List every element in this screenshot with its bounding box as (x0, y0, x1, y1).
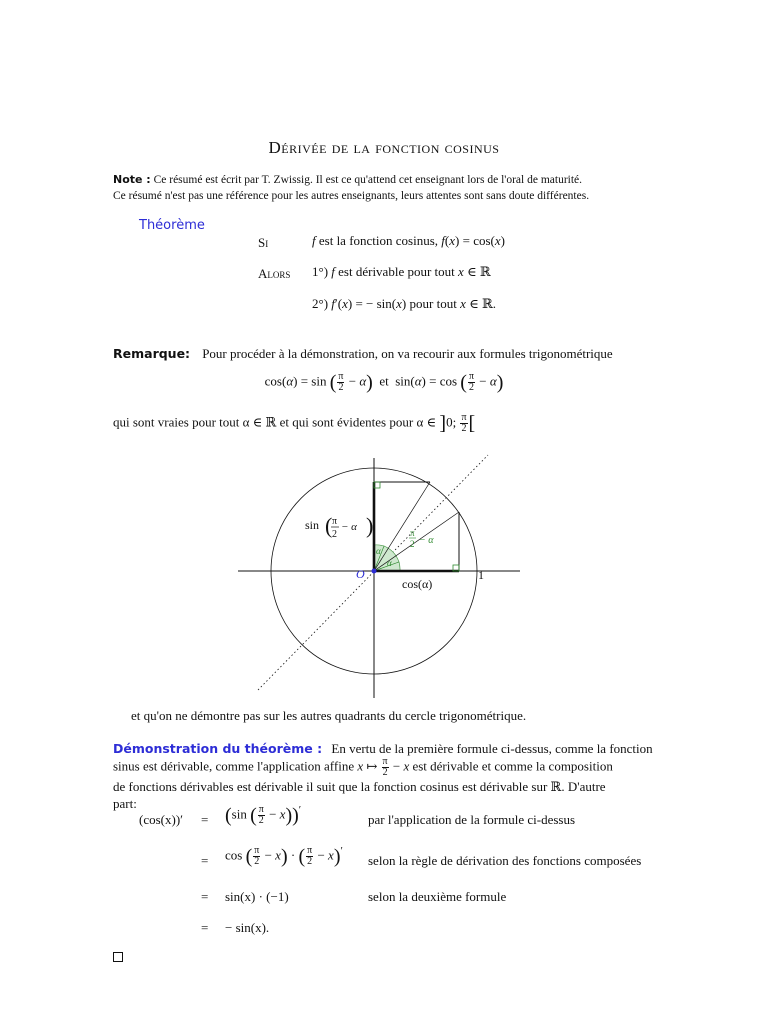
eq-reason-3: selon la deuxième formule (368, 889, 507, 904)
theorem-si-line: f est la fonction cosinus, f(x) = cos(x) (312, 233, 505, 248)
sin-paren-right: ) (366, 513, 374, 538)
radius-complement (374, 482, 430, 571)
sin-minus-alpha: − α (341, 521, 357, 533)
eq-row-2-expr: cos ( $\frac{\pi}{2}$ − x) · ( $\frac{\pi}{2}$ − x)′ (225, 844, 343, 868)
theorem-alors: Alors (258, 266, 291, 281)
theorem-alors-line-2: 2°) f′(x) = − sin(x) pour tout x ∈ ℝ. (312, 296, 497, 311)
eq-reason-1: par l'application de la formule ci-dessus (368, 812, 576, 827)
eq-row-1-expr: (sin ( $\frac{\pi}{2}$ − x))′ (225, 803, 302, 827)
eq-sign-3: = (201, 889, 209, 904)
note-block (113, 172, 673, 204)
eq-sign-1: = (201, 812, 209, 827)
demo-label: Démonstration du théorème : (113, 741, 323, 756)
theorem-si: Si (258, 235, 269, 250)
complement-pi: π (410, 528, 415, 538)
remark-line (113, 346, 613, 362)
eq-row-4-expr: − sin(x). (225, 920, 270, 935)
complement-two: 2 (410, 539, 415, 549)
remark-line-2: qui sont vraies pour tout α ∈ ℝ et qui sont évidentes pour α ∈ ]0; $\frac{\pi}{2}$ [ (113, 412, 476, 435)
page-title: Dérivée de la fonction cosinus (268, 138, 500, 157)
note-line-1: Ce résumé est écrit par T. Zwissig. Il est ce qu'attend cet enseignant lors de l'oral de maturité. (153, 174, 583, 186)
sin-label: sin (305, 518, 320, 532)
theorem-heading: Théorème (139, 218, 205, 233)
demo-paragraph: Démonstration du théorème : En vertu de la première formule ci-dessus, comme la fonction sinus est dérivable, comme l'application affine x ↦ $\frac{\pi}{2}$ − x est dérivable et comme la composition de fonctions dérivables est dérivable il suit que la fonction cosinus est dérivable sur ℝ. D'autre part: (113, 741, 653, 811)
remark-label: Remarque: (113, 346, 191, 361)
cos-alpha-label: cos(α) (402, 577, 433, 591)
note-line-2: Ce résumé n'est pas une référence pour les autres enseignants, leurs attentes sont sans doute différentes. (113, 190, 590, 202)
eq-lhs: (cos(x))′ (139, 812, 183, 827)
alpha-label-lower: α (387, 558, 392, 568)
unit-circle-figure (230, 450, 530, 700)
note-label: Note : (113, 173, 151, 186)
sin-paren-left: ( (325, 513, 333, 538)
remark-text: Pour procéder à la démonstration, on va recourir aux formules trigonométrique (202, 346, 613, 361)
qed-square-icon (113, 952, 123, 962)
eq-reason-2: selon la règle de dérivation des fonctions composées (368, 853, 642, 868)
eq-row-3-expr: sin(x) · (−1) (225, 889, 289, 904)
sin-frac-two: 2 (332, 529, 337, 540)
eq-sign-2: = (201, 853, 209, 868)
sin-frac-pi: π (332, 516, 338, 527)
one-label: 1 (478, 568, 484, 582)
remark-formulas: cos(α) = sin ( $\frac{\pi}{2}$ − α) et sin(α) = cos ( $\frac{\pi}{2}$ − α) (264, 371, 504, 394)
origin-label: O (356, 567, 365, 581)
origin-point (372, 569, 377, 574)
after-figure-text: et qu'on ne démontre pas sur les autres quadrants du cercle trigonométrique. (131, 708, 527, 723)
alpha-label-upper: α (376, 546, 381, 556)
theorem-alors-line-1: 1°) f est dérivable pour tout x ∈ ℝ (312, 264, 491, 279)
eq-sign-4: = (201, 920, 209, 935)
complement-minus-alpha: − α (419, 535, 434, 546)
